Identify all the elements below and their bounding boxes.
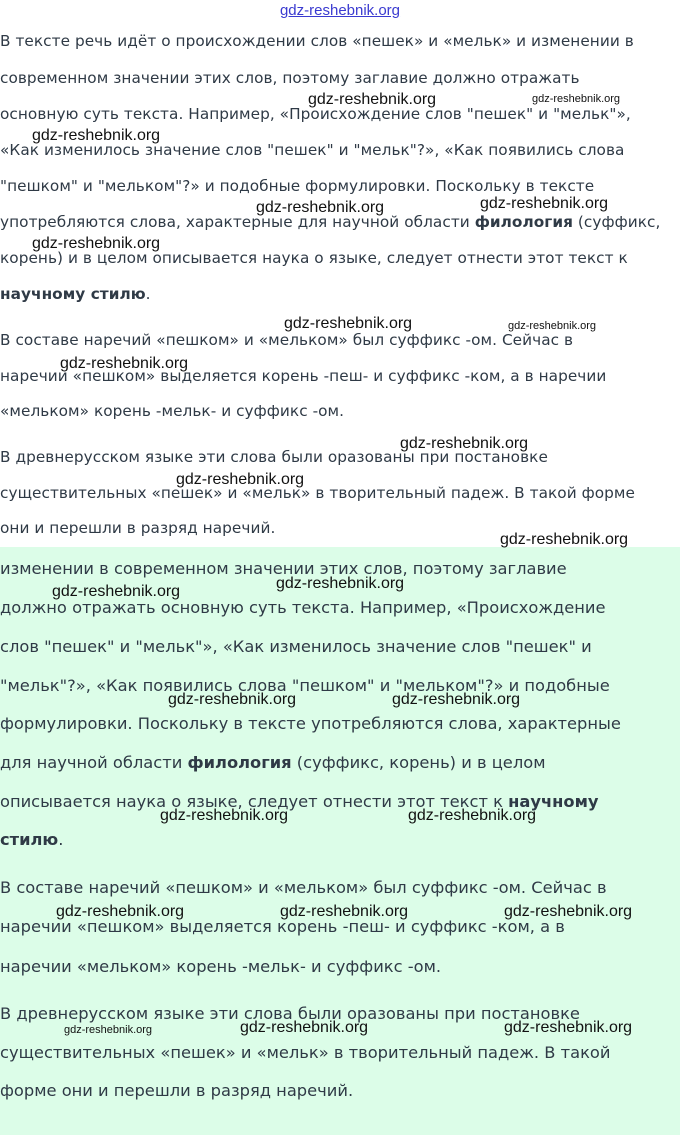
watermark: gdz-reshebnik.org <box>308 91 437 108</box>
watermark: gdz-reshebnik.org <box>52 583 181 600</box>
watermark: gdz-reshebnik.org <box>56 903 185 920</box>
text-line: стилю. <box>0 830 64 849</box>
text-line: изменении в современном значении этих слов, поэтому заглавие <box>0 559 567 578</box>
watermark: gdz-reshebnik.org <box>256 199 385 216</box>
watermark: gdz-reshebnik.org <box>400 435 529 452</box>
watermark: gdz-reshebnik.org <box>284 315 413 332</box>
text-line: форме они и перешли в разряд наречий. <box>0 1081 354 1100</box>
watermark: gdz-reshebnik.org <box>276 575 405 592</box>
answer-text-highlighted <box>0 547 680 1135</box>
watermark: gdz-reshebnik.org <box>504 903 633 920</box>
watermark: gdz-reshebnik.org <box>532 93 621 105</box>
text-line: формулировки. Поскольку в тексте употребляются слова, характерные <box>0 714 621 733</box>
text-line: основную суть текста. Например, «Происхождение слов "пешек" и "мельк"», <box>0 105 631 123</box>
text-line: наречии «мельком» корень -мельк- и суффикс -ом. <box>0 957 442 976</box>
text-line: «Как изменилось значение слов "пешек" и "мельк"?», «Как появились слова <box>0 141 625 159</box>
text-line: В составе наречий «пешком» и «мельком» был суффикс -ом. Сейчас в <box>0 878 607 897</box>
text-line: существительных «пешек» и «мельк» в творительный падеж. В такой <box>0 1043 611 1062</box>
site-link[interactable]: gdz-reshebnik.org <box>279 2 401 19</box>
text-line: они и перешли в разряд наречий. <box>0 519 276 537</box>
text-line: наречии «пешком» выделяется корень -пеш- и суффикс -ком, а в <box>0 917 565 936</box>
watermark: gdz-reshebnik.org <box>500 531 629 548</box>
watermark: gdz-reshebnik.org <box>480 195 609 212</box>
watermark: gdz-reshebnik.org <box>176 471 305 488</box>
text-line: В древнерусском языке эти слова были оразованы при постановке <box>0 1004 580 1023</box>
text-line: для научной области филология (суффикс, корень) и в целом <box>0 753 546 772</box>
text-line: "пешком" и "мельком"?» и подобные формулировки. Поскольку в тексте <box>0 177 595 195</box>
text-line: В древнерусском языке эти слова были оразованы при постановке <box>0 448 548 466</box>
watermark: gdz-reshebnik.org <box>168 691 297 708</box>
text-line: существительных «пешек» и «мельк» в творительный падеж. В такой форме <box>0 484 635 502</box>
watermark: gdz-reshebnik.org <box>160 807 289 824</box>
text-line: слов "пешек" и "мельк"», «Как изменилось значение слов "пешек" и <box>0 637 592 656</box>
watermark: gdz-reshebnik.org <box>64 1024 153 1036</box>
text-line: описывается наука о языке, следует отнести этот текст к научному <box>0 792 599 811</box>
watermark: gdz-reshebnik.org <box>240 1019 369 1036</box>
text-line: употребляются слова, характерные для научной области филология (суффикс, <box>0 213 661 231</box>
watermark: gdz-reshebnik.org <box>508 320 597 332</box>
text-line: должно отражать основную суть текста. Например, «Происхождение <box>0 598 606 617</box>
watermark: gdz-reshebnik.org <box>408 807 537 824</box>
text-line: наречии «пешком» выделяется корень -пеш- и суффикс -ком, а в наречии <box>0 367 607 385</box>
text-line: "мельк"?», «Как появились слова "пешком" и "мельком"?» и подобные <box>0 676 610 695</box>
watermark: gdz-reshebnik.org <box>32 127 161 144</box>
watermark: gdz-reshebnik.org <box>60 355 189 372</box>
text-line: В тексте речь идёт о происхождении слов «пешек» и «мельк» и изменении в <box>0 32 634 50</box>
text-line: корень) и в целом описывается наука о языке, следует отнести этот текст к <box>0 249 628 267</box>
text-line: современном значении этих слов, поэтому заглавие должно отражать <box>0 69 580 87</box>
watermark: gdz-reshebnik.org <box>280 903 409 920</box>
text-line: В составе наречий «пешком» и «мельком» был суффикс -ом. Сейчас в <box>0 331 574 349</box>
text-line: научному стилю. <box>0 285 151 303</box>
watermark: gdz-reshebnik.org <box>504 1019 633 1036</box>
watermark: gdz-reshebnik.org <box>32 235 161 252</box>
text-line: «мельком» корень -мельк- и суффикс -ом. <box>0 402 345 420</box>
watermark: gdz-reshebnik.org <box>392 691 521 708</box>
